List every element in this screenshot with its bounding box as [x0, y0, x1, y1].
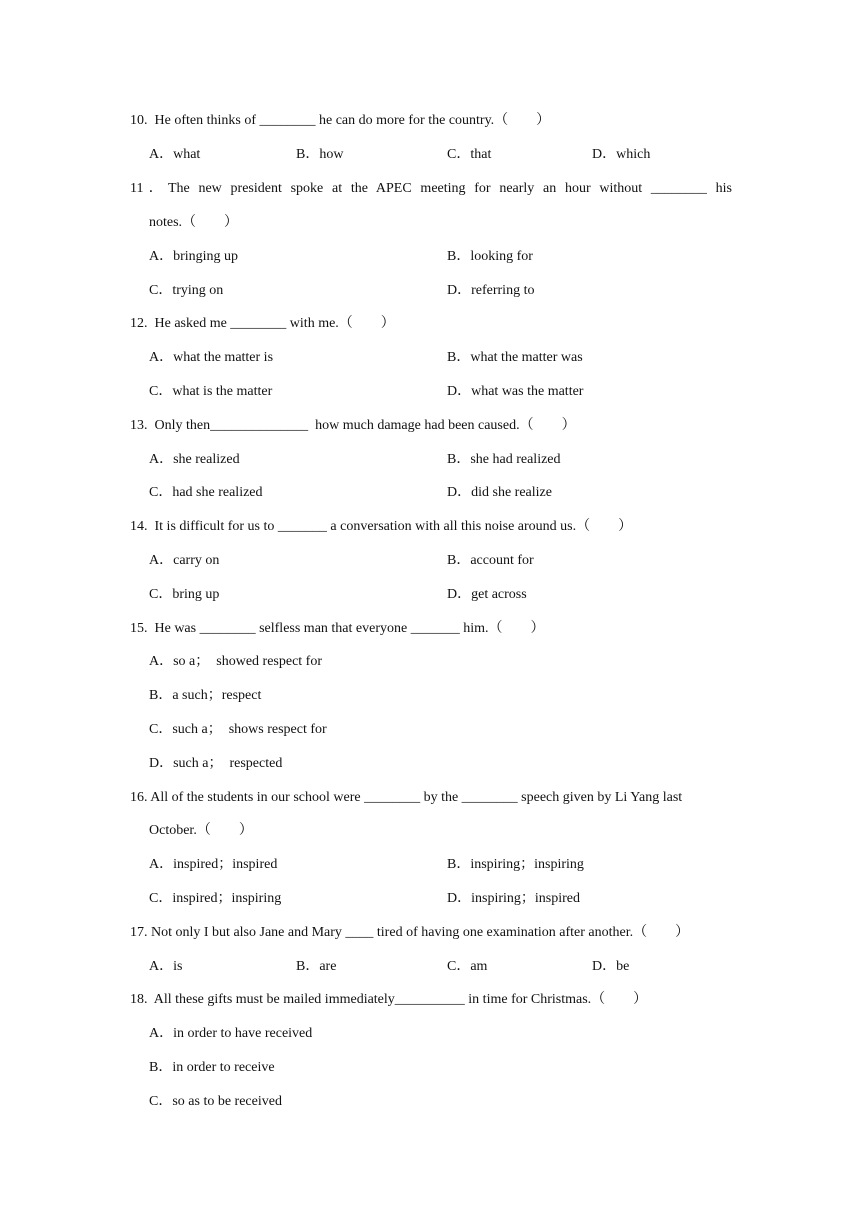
- question-15-option-b: B．a such；respect: [149, 688, 262, 703]
- question-11-option-d: D．referring to: [447, 283, 535, 298]
- question-14-stem: 14. It is difficult for us to _______ a conversation with all this noise around us.（ ）: [130, 519, 633, 534]
- question-16-option-b: B．inspiring；inspiring: [447, 857, 584, 872]
- question-10-option-a: A．what: [149, 147, 201, 162]
- question-15-stem: 15. He was ________ selfless man that everyone _______ him.（ ）: [130, 621, 545, 636]
- question-10-stem: 10. He often thinks of ________ he can do more for the country.（ ）: [130, 113, 551, 128]
- question-17-stem: 17. Not only I but also Jane and Mary ____ tired of having one examination after another.（ ）: [130, 925, 690, 940]
- question-16-option-a: A．inspired；inspired: [149, 857, 278, 872]
- question-11-option-a: A．bringing up: [149, 249, 239, 264]
- question-12-option-a: A．what the matter is: [149, 350, 274, 365]
- question-10-option-d: D．which: [592, 147, 651, 162]
- question-15-option-c: C．such a； shows respect for: [149, 722, 327, 737]
- question-12-option-d: D．what was the matter: [447, 384, 584, 399]
- question-13-option-b: B．she had realized: [447, 452, 561, 467]
- question-13-option-d: D．did she realize: [447, 485, 552, 500]
- question-14-option-b: B．account for: [447, 553, 534, 568]
- question-17-option-c: C．am: [447, 959, 488, 974]
- question-15-option-d: D．such a； respected: [149, 756, 283, 771]
- question-11-option-c: C．trying on: [149, 283, 224, 298]
- question-14-option-c: C．bring up: [149, 587, 220, 602]
- question-16-option-d: D．inspiring；inspired: [447, 891, 580, 906]
- question-11-stem-line1: 11．The new president spoke at the APEC meeting for nearly an hour without ________ his: [130, 181, 732, 196]
- question-17-option-d: D．be: [592, 959, 630, 974]
- question-13-option-a: A．she realized: [149, 452, 240, 467]
- question-16-stem-line2: October.（ ）: [149, 823, 253, 838]
- question-18-option-c: C．so as to be received: [149, 1094, 282, 1109]
- question-12-option-b: B．what the matter was: [447, 350, 583, 365]
- question-17-option-a: A．is: [149, 959, 183, 974]
- question-11-option-b: B．looking for: [447, 249, 533, 264]
- question-11-stem-line2: notes.（ ）: [149, 215, 239, 230]
- question-18-stem: 18. All these gifts must be mailed immediately__________ in time for Christmas.（ ）: [130, 992, 648, 1007]
- question-18-option-b: B．in order to receive: [149, 1060, 275, 1075]
- question-16-stem-line1: 16. All of the students in our school were ________ by the ________ speech given by Li Yang last: [130, 790, 683, 805]
- question-10-option-b: B．how: [296, 147, 344, 162]
- question-12-option-c: C．what is the matter: [149, 384, 273, 399]
- question-13-option-c: C．had she realized: [149, 485, 263, 500]
- question-16-option-c: C．inspired；inspiring: [149, 891, 282, 906]
- question-12-stem: 12. He asked me ________ with me.（ ）: [130, 316, 395, 331]
- question-14-option-d: D．get across: [447, 587, 527, 602]
- question-15-option-a: A．so a； showed respect for: [149, 654, 323, 669]
- question-10-option-c: C．that: [447, 147, 492, 162]
- question-17-option-b: B．are: [296, 959, 337, 974]
- question-14-option-a: A．carry on: [149, 553, 220, 568]
- question-13-stem: 13. Only then______________ how much damage had been caused.（ ）: [130, 418, 576, 433]
- question-18-option-a: A．in order to have received: [149, 1026, 313, 1041]
